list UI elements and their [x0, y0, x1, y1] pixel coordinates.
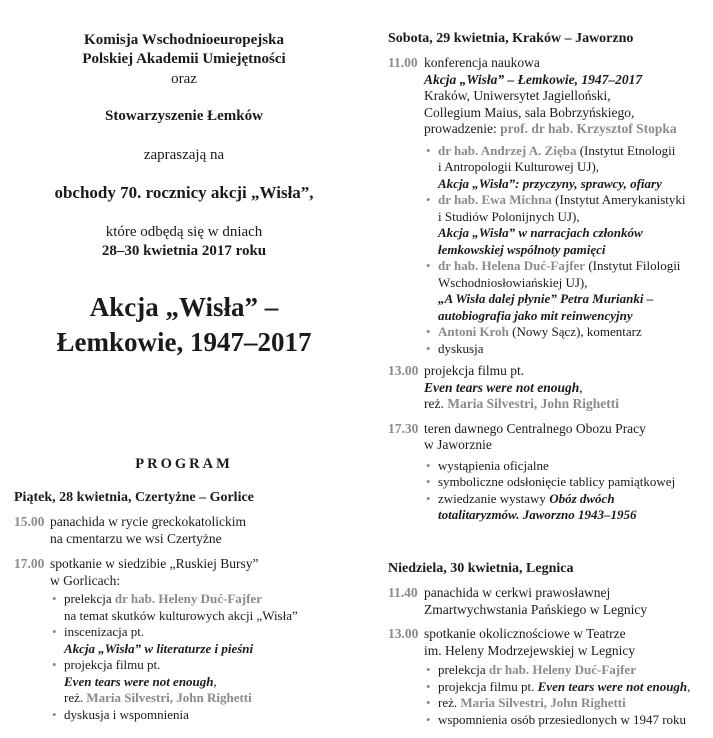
dates-text [14, 223, 354, 261]
list-item: • projekcja filmu pt. Even tears were not enough, reż. Maria Silvestri, John Righetti [50, 657, 354, 707]
day1-event-2-time: 17.00 [14, 556, 45, 571]
day1-event-2-items [50, 591, 354, 723]
day3-header: Niedziela, 30 kwietnia, Legnica [388, 561, 574, 576]
day1-section [14, 490, 354, 723]
program-label: PROGRAM [135, 456, 233, 472]
day2-event-3-items [424, 458, 710, 524]
list-item: • prelekcja dr hab. Heleny Duć-Fajfer na temat skutków kulturowych akcji „Wisła” [50, 591, 354, 624]
day2-event-3-time: 17.30 [388, 420, 419, 436]
film-title: Even tears were not enough [537, 678, 688, 694]
dates-line: 28–30 kwietnia 2017 roku [101, 243, 267, 259]
directors: Maria Silvestri, John Righetti [460, 695, 626, 710]
conference-talks [424, 143, 710, 358]
list-item: • projekcja filmu pt. Even tears were not enough, [424, 679, 710, 696]
list-item: • symboliczne odsłonięcie tablicy pamiątkowej [424, 474, 710, 491]
day1-event-2-line2: w Gorlicach: [50, 572, 121, 588]
day1-event-2 [14, 556, 354, 723]
list-item: • zwiedzanie wystawy Obóz dwóch totalitaryzmów. Jaworzno 1943–1956 [424, 491, 710, 524]
list-item: • dr hab. Ewa Michna (Instytut Amerykanistyki i Studiów Polonijnych UJ), Akcja „Wisła” w narracjach członków łemkowskiej wspólnoty pamięci [424, 192, 710, 258]
which-line: które odbędą się w dniach [105, 224, 263, 240]
main-title-line1: Akcja „Wisła” – [89, 292, 279, 322]
day2-event-3: 17.30 teren dawnego Centralnego Obozu Pracy w Jaworznie • wystąpienia oficjalne • symboliczne odsłonięcie tablicy pamiątkowej • zwiedzanie wystawy Obóz dwóch totalitaryzmów. Jaworzno 1943–1956 [388, 421, 710, 524]
main-title-line2: Łemkowie, 1947–2017 [56, 327, 312, 357]
day2-event-1: 11.00 konferencja naukowa Akcja „Wisła” – Łemkowie, 1947–2017 Kraków, Uniwersytet Jagielloński, Collegium Maius, sala Bobrzyńskiego, prowadzenie: prof. dr hab. Krzysztof Stopka • dr hab. Andrzej A. Zięba (Instytut Etnologii i Antropologii Kulturowej UJ), Akcja „Wisła”: przyczyny, sprawcy, ofiary • dr hab. Ewa Michna (Instytut Amerykanistyki i Studiów Polonijnych UJ), Akcja „Wisła” w narracjach członków łemkowskiej wspólnoty pamięci • dr hab. Helena Duć-Fajfer (Instytut Filologii Wschodniosłowiańskiej UJ), „A Wisła dalej płynie” Petra Murianki – autobiografia jako mit reinwencyjny • Antoni Kroh (Nowy Sącz), komentarz • dyskusja [388, 55, 710, 357]
organizer-2: Stowarzyszenie Łemków [105, 108, 263, 124]
directors: Maria Silvestri, John Righetti [86, 690, 252, 705]
directors: Maria Silvestri, John Righetti [447, 396, 619, 411]
list-item: • inscenizacja pt. Akcja „Wisła” w literaturze i pieśni [50, 624, 354, 657]
organizer-1-line2: Polskiej Akademii Umiejętności [82, 51, 286, 67]
day1-event-2-line1: spotkanie w siedzibie „Ruskiej Bursy” [50, 556, 259, 571]
day2-event-2: 13.00 projekcja filmu pt. Even tears were not enough, reż. Maria Silvestri, John Righetti [388, 363, 619, 411]
day3-event-2-time: 13.00 [388, 626, 419, 641]
organizer-1 [14, 31, 354, 69]
list-item: • prelekcja dr hab. Heleny Duć-Fajfer [424, 662, 710, 679]
list-item: • wspomnienia osób przesiedlonych w 1947 roku [424, 712, 710, 729]
main-title [14, 290, 354, 360]
day1-event-1-line2: na cmentarzu we wsi Czertyżne [50, 530, 222, 546]
day3-event-2-items [424, 662, 710, 728]
conference-title: Akcja „Wisła” – Łemkowie, 1947–2017 [424, 71, 643, 87]
list-item: • dyskusja i wspomnienia [50, 707, 354, 724]
list-item: • reż. Maria Silvestri, John Righetti [424, 695, 710, 712]
performance-title: Akcja „Wisła” w literaturze i pieśni [64, 640, 254, 656]
organizer-1-line1: Komisja Wschodnioeuropejska [84, 32, 284, 48]
list-item: • wystąpienia oficjalne [424, 458, 710, 475]
day3-event-1-time: 11.40 [388, 585, 418, 600]
film-title: Even tears were not enough [64, 673, 214, 689]
invite-text: zapraszają na [143, 147, 225, 163]
speaker-name: dr hab. Heleny Duć-Fajfer [114, 591, 262, 606]
list-item: • dyskusja [424, 341, 710, 358]
day1-event-1-time: 15.00 [14, 514, 45, 529]
and-text: oraz [171, 71, 197, 87]
film-title: Even tears were not enough [424, 379, 580, 395]
day2-event-2-time: 13.00 [388, 363, 419, 378]
chair-name: prof. dr hab. Krzysztof Stopka [500, 121, 677, 136]
day2-header: Sobota, 29 kwietnia, Kraków – Jaworzno [388, 31, 634, 46]
list-item: • dr hab. Helena Duć-Fajfer (Instytut Filologii Wschodniosłowiańskiej UJ), „A Wisła dalej płynie” Petra Murianki – autobiografia jako mit reinwencyjny [424, 258, 710, 324]
day1-event-1 [14, 514, 354, 547]
day2-event-1-time: 11.00 [388, 55, 418, 70]
day3-event-1: 11.40 panachida w cerkwi prawosławnej Zmartwychwstania Pańskiego w Legnicy [388, 585, 648, 617]
day1-header: Piątek, 28 kwietnia, Czertyżne – Gorlice [14, 490, 254, 505]
day1-event-1-line1: panachida w rycie greckokatolickim [50, 514, 247, 529]
day2-section [388, 31, 710, 524]
list-item: • dr hab. Andrzej A. Zięba (Instytut Etnologii i Antropologii Kulturowej UJ), Akcja „Wisła”: przyczyny, sprawcy, ofiary [424, 143, 710, 193]
list-item: • Antoni Kroh (Nowy Sącz), komentarz [424, 324, 710, 341]
day3-event-2: 13.00 spotkanie okolicznościowe w Teatrze im. Heleny Modrzejewskiej w Legnicy • prelekcja dr hab. Heleny Duć-Fajfer • projekcja filmu pt. Even tears were not enough, • reż. Maria Silvestri, John Righetti • wspomnienia osób przesiedlonych w 1947 roku [388, 626, 710, 728]
event-name: obchody 70. rocznicy akcji „Wisła”, [54, 183, 314, 202]
day3-section [388, 561, 710, 728]
